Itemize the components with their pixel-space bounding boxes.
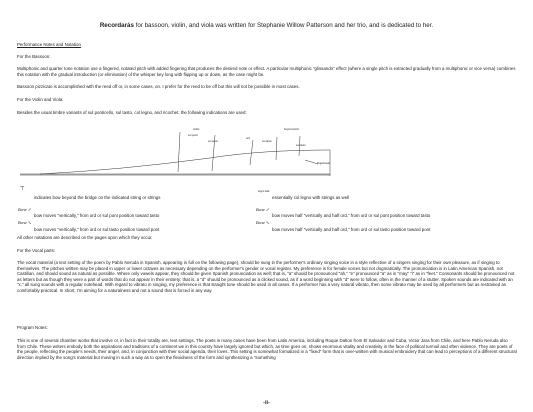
bassoon-heading: For the Bassoon: <box>17 54 51 59</box>
other-notations: All other notations are described on the pages upon which they occur. <box>17 235 153 240</box>
strings-intro: Besides the usual timbre variants of sul ponticello, sul tasto, col legno, and ricochet, the following indications are used: <box>17 110 247 115</box>
bow-down-symbol-icon: Bow ⤡ <box>18 220 32 225</box>
legend-left-2: bow moves "vertically," from ord or sul pont position toward tasto <box>34 213 160 219</box>
legno-batt-symbol-icon: legno batt <box>258 190 270 193</box>
label-sul-tasto-2: sul tasto <box>296 144 306 147</box>
bow-up-symbol-icon: Bow ⤢ <box>18 207 32 212</box>
label-fingerboard: fingerboard <box>317 162 331 165</box>
legend-right-2: bow moves half "vertically and half ord," from ord or sul pont position toward tasto <box>272 213 431 219</box>
label-ord: ord <box>246 137 250 140</box>
label-sul-ponti: sul ponti <box>208 140 218 143</box>
legend-left-3: bow moves "vertically," from ord or sul tasto position toward pont <box>34 227 160 233</box>
vocal-paragraph: The vocal material (a text setting of the poem by Pablo Neruda in Spanish, appearing in full on the following page), should be sung in the performer's ordinary singing voice in a style reflective of a singers singing for their own pleasure, as if singing to themselves. The pitches written may be placed in upper or lower octaves as necessary depending on the performer's gender or vocal register. My preference is for female voices but not dogmatically. The pronunciation is in Latin American Spanish, not Castilian, and should sound as natural as possible. Where only vowels appear, they should be given Spanish pronunciation as well; that is, "a" should be pronounced "ah," "e" pronounced "a" as in "may" "i" as in "feet." Consonants should be pronounced not as letters but as though they were a part of words that do not appear in their entirety; that is, a "d" should be pronounced as a clicked sound, as if a word beginning with "d" were to follow, often in the manner of a stutter. Spoken sounds are indicated with an "x," all sung sounds with a regular notehead. With regard to vibrato in singing, my preference is that straight tone should be used in all cases. If a performer has a very natural vibrato, then some vibrato may be used by all performers but as restrained as comfortably practical. In short, I'm aiming for a naturalness and not a sound that is forced in any way. <box>17 260 515 293</box>
title-rest: for bassoon, violin, and viola was written for Stephanie Willow Patterson and her trio, and is dedicated to her. <box>133 22 434 29</box>
bassoon-paragraph-1: Multiphonic and quarter tone notation use a fingered, notated pitch with added fingering that produces the desired note or effect. A particular multiphonic "glissando" effect (where a single pitch is extracted gradually from a multiphonic or vice versa) combines this notation with the gradual introduction (or elimination) of the whisper key long with flipping up or down, as the case might be. <box>17 66 516 77</box>
title-bold: Recordarás <box>99 22 134 29</box>
label-molto: molto <box>193 128 200 131</box>
bow-half-down-symbol-icon: Bow ⤡ <box>256 220 270 225</box>
label-molto-sul-ponti: sul ponti <box>188 134 198 137</box>
label-sul-tasto: sul tasto <box>262 140 272 143</box>
legend-right-1: essentially col legno with strings as well <box>272 195 350 201</box>
legend-right-3: bow moves half "vertically and half ord," from ord or sul tasto position toward pont <box>272 227 431 233</box>
label-beyond-point: beyond point <box>284 128 299 131</box>
program-heading: Program Notes: <box>17 325 48 330</box>
notes-heading: Performance Notes and Notation <box>17 42 81 47</box>
legend-left-1: indicates bow beyond the bridge on the indicated string or strings <box>34 195 161 201</box>
vocal-heading: For the Vocal parts: <box>17 248 56 253</box>
bridge-symbol-icon: ⊤ <box>20 186 25 192</box>
bassoon-paragraph-2: Bassoon pizzicato is accomplished with the reed off or, in some cases, on. I prefer for the reed to be off but this will not be possible in most cases. <box>17 84 300 89</box>
page-number: -ii- <box>263 400 270 406</box>
bow-half-up-symbol-icon: Bow ⤢ <box>256 207 270 212</box>
strings-heading: For the Violin and Viola: <box>17 97 64 102</box>
program-paragraph: This is one of several chamber works that involve or, in fact in their totality are, text settings. The poets in many cases have been from Latin America, including Roque Dalton from El Salvador and Cuba, Victor Jara from Chile, and here Pablo Neruda also from Chile. These writers embody both the aspirations and traditions of a continent we in this country have largely ignored but which, as time goes on, shows enormous vitality and creativity in the face of political turmoil and often violence. They are poets of the people, reflecting the people's needs, their anger, and, in conjunction with their social agenda, their loves. This setting is somewhat formalized in a "fixed" form that is over-written with musical embroidery that can lead to perceptions of a different structural direction implied by the song's material but moving in such a way as to open the flexidness of the form and synthesizing a "something <box>17 338 517 360</box>
